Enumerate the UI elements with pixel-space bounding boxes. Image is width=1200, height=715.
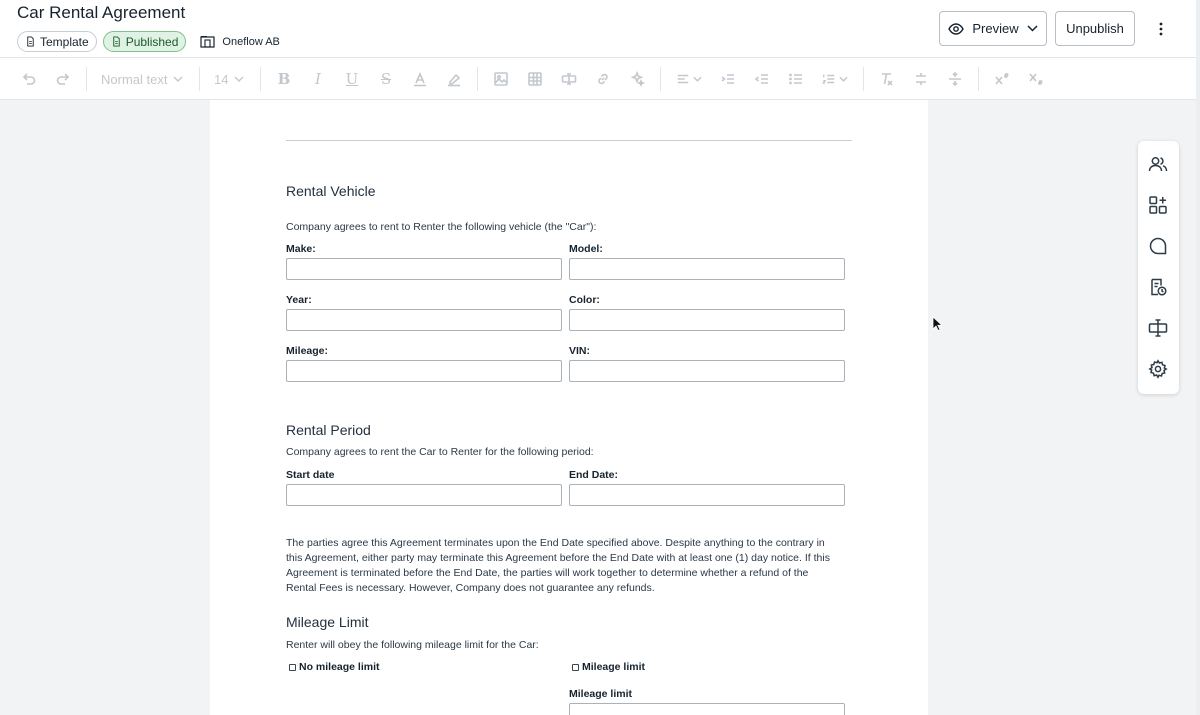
superscript-icon[interactable] xyxy=(985,64,1019,94)
make-field[interactable] xyxy=(286,258,562,280)
year-field[interactable] xyxy=(286,309,562,331)
bullet-list-icon[interactable] xyxy=(779,64,813,94)
outdent-icon[interactable] xyxy=(745,64,779,94)
chevron-down-icon xyxy=(234,76,244,82)
document-icon xyxy=(111,36,122,47)
section-title-rental-period[interactable]: Rental Period xyxy=(286,422,371,438)
scrollbar[interactable] xyxy=(1196,0,1200,715)
checkbox[interactable] xyxy=(572,664,579,671)
paragraph-line: this Agreement, either party may terminate this Agreement before the End Date with at least one (1) day notice. If this xyxy=(286,552,830,564)
termination-paragraph[interactable] xyxy=(286,536,856,596)
toolbar-divider xyxy=(660,67,661,91)
add-section-icon[interactable] xyxy=(1147,194,1169,216)
bold-icon[interactable]: B xyxy=(277,70,291,88)
chevron-down-icon xyxy=(173,76,183,82)
italic-icon[interactable]: I xyxy=(315,70,321,88)
field-label-end-date: End Date: xyxy=(569,469,619,481)
redo-icon[interactable] xyxy=(46,64,80,94)
field-label-color: Color: xyxy=(569,294,600,306)
document-canvas xyxy=(0,100,1196,715)
building-icon xyxy=(200,35,215,48)
mileage-field[interactable] xyxy=(286,360,562,382)
font-size-select[interactable] xyxy=(206,64,254,94)
preview-button[interactable] xyxy=(939,11,1047,46)
model-field[interactable] xyxy=(569,258,845,280)
mouse-cursor-icon xyxy=(932,316,944,332)
participants-icon[interactable] xyxy=(1147,153,1169,175)
paragraph-line: Agreement is terminated before the End Date, the parties will work together to determine whether a refund of the xyxy=(286,567,809,579)
toolbar-divider xyxy=(978,67,979,91)
document-title[interactable]: Car Rental Agreement xyxy=(17,3,186,22)
toolbar-divider xyxy=(863,67,864,91)
no-mileage-limit-label: No mileage limit xyxy=(299,661,380,673)
text-style-value: Normal text xyxy=(101,71,168,87)
formatting-toolbar xyxy=(0,59,1196,100)
field-label-year: Year: xyxy=(286,294,312,306)
template-chip[interactable] xyxy=(17,31,97,52)
organization-label: Oneflow AB xyxy=(222,35,280,48)
audit-trail-icon[interactable] xyxy=(1147,276,1169,298)
comments-icon[interactable] xyxy=(1147,235,1169,257)
divider-icon[interactable] xyxy=(938,64,972,94)
indent-icon[interactable] xyxy=(711,64,745,94)
chevron-down-icon xyxy=(1027,25,1038,32)
status-badge[interactable] xyxy=(103,31,187,52)
text-color-icon[interactable] xyxy=(403,64,437,94)
organization-tag[interactable] xyxy=(200,35,279,48)
mileage-limit-intro[interactable]: Renter will obey the following mileage limit for the Car: xyxy=(286,639,539,651)
section-title-mileage-limit[interactable]: Mileage Limit xyxy=(286,614,369,630)
toolbar-divider xyxy=(260,67,261,91)
paragraph-line: Rental Fees is necessary. However, Company does not guarantee any refunds. xyxy=(286,582,655,594)
status-badge-label: Published xyxy=(125,34,179,49)
end-date-field[interactable] xyxy=(569,484,845,506)
strikethrough-icon[interactable]: S xyxy=(380,70,392,88)
mileage-limit-option-label: Mileage limit xyxy=(582,661,646,673)
settings-icon[interactable] xyxy=(1147,358,1169,380)
paragraph-line: The parties agree this Agreement terminates upon the End Date specified above. Despite anything to the contrary in xyxy=(286,537,825,549)
section-title-rental-vehicle[interactable]: Rental Vehicle xyxy=(286,183,376,199)
highlight-icon[interactable] xyxy=(437,64,471,94)
text-style-select[interactable] xyxy=(93,64,193,94)
field-label-start-date: Start date xyxy=(286,469,335,481)
field-label-vin: VIN: xyxy=(569,345,590,357)
form-fields-icon[interactable] xyxy=(1147,317,1169,339)
no-mileage-limit-option[interactable] xyxy=(289,661,380,673)
align-icon[interactable] xyxy=(667,64,711,94)
numbered-list-icon[interactable] xyxy=(813,64,857,94)
link-icon[interactable] xyxy=(586,64,620,94)
line-height-icon[interactable] xyxy=(904,64,938,94)
header-bar xyxy=(0,0,1196,58)
toolbar-divider xyxy=(477,67,478,91)
ai-icon[interactable] xyxy=(620,64,654,94)
table-icon[interactable] xyxy=(518,64,552,94)
document-tags xyxy=(17,31,280,52)
subscript-icon[interactable] xyxy=(1019,64,1053,94)
vin-field[interactable] xyxy=(569,360,845,382)
field-label-model: Model: xyxy=(569,243,603,255)
start-date-field[interactable] xyxy=(286,484,562,506)
preview-button-label: Preview xyxy=(972,21,1019,36)
color-field[interactable] xyxy=(569,309,845,331)
field-label-make: Make: xyxy=(286,243,316,255)
toolbar-divider xyxy=(199,67,200,91)
image-icon[interactable] xyxy=(484,64,518,94)
divider-line xyxy=(286,140,852,141)
checkbox[interactable] xyxy=(289,664,296,671)
rental-vehicle-intro[interactable]: Company agrees to rent to Renter the following vehicle (the "Car"): xyxy=(286,221,597,233)
clear-format-icon[interactable] xyxy=(870,64,904,94)
side-panel xyxy=(1138,141,1179,394)
rental-period-intro[interactable]: Company agrees to rent the Car to Renter for the following period: xyxy=(286,446,594,458)
mileage-limit-field[interactable] xyxy=(569,703,845,715)
more-options-icon[interactable] xyxy=(1150,18,1172,40)
unpublish-button[interactable]: Unpublish xyxy=(1055,11,1135,46)
field-label-mileage-limit: Mileage limit xyxy=(569,688,633,700)
form-field-icon[interactable] xyxy=(552,64,586,94)
toolbar-divider xyxy=(86,67,87,91)
font-size-value: 14 xyxy=(214,71,229,87)
template-chip-label: Template xyxy=(40,34,89,49)
undo-icon[interactable] xyxy=(12,64,46,94)
underline-icon[interactable]: U xyxy=(345,70,359,88)
document-icon xyxy=(25,36,36,47)
eye-icon xyxy=(948,23,964,35)
mileage-limit-option[interactable] xyxy=(572,661,645,673)
document-page[interactable] xyxy=(210,100,928,715)
field-label-mileage: Mileage: xyxy=(286,345,329,357)
